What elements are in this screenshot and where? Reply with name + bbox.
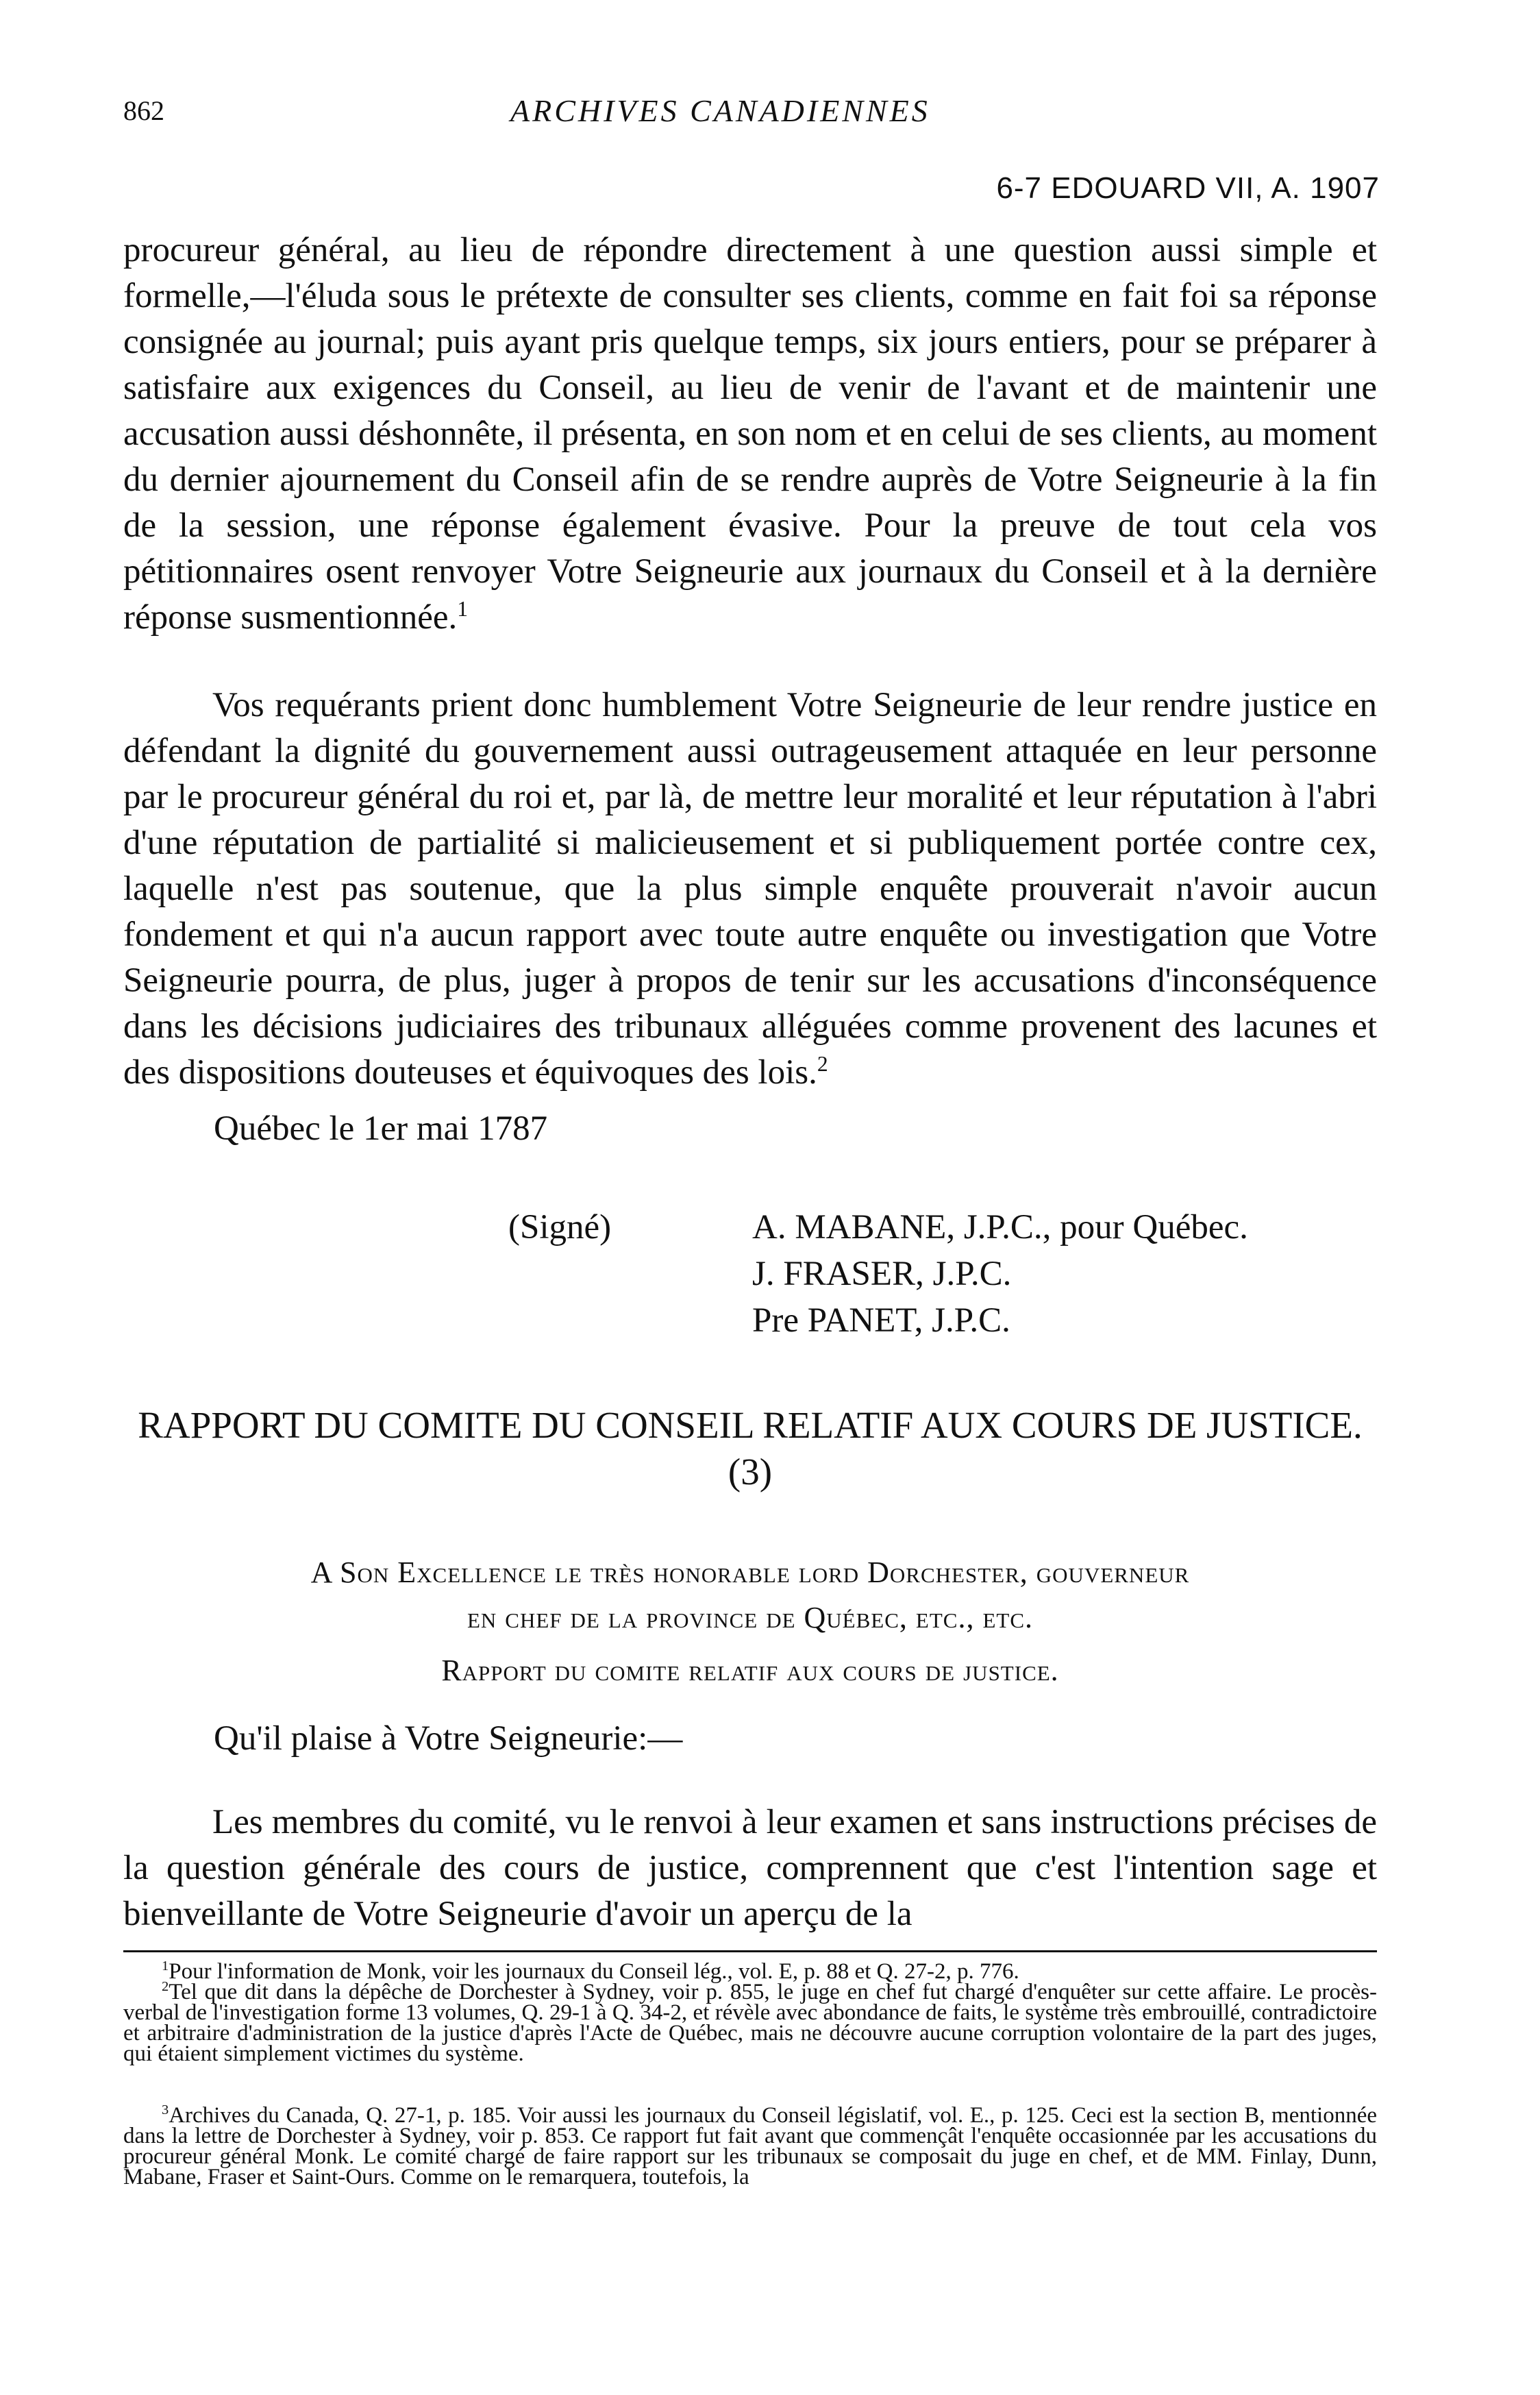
report-subheading: Rapport du comite relatif aux cours de justice.	[441, 1654, 1059, 1687]
footnote-ref-1: 1	[457, 597, 469, 621]
signatory-fraser: J. FRASER, J.P.C.	[752, 1255, 1012, 1293]
session-label: 6-7 EDOUARD VII, A. 1907	[996, 171, 1380, 205]
section-title: RAPPORT DU COMITE DU CONSEIL RELATIF AUX COURS DE JUSTICE.(3)	[138, 1404, 1363, 1493]
page-number: 862	[123, 95, 164, 126]
footnote-divider	[123, 1950, 1377, 1952]
salutation: Qu'il plaise à Votre Seigneurie:—	[214, 1719, 683, 1758]
signatory-panet: Pre PANET, J.P.C.	[752, 1301, 1010, 1340]
footnote: $^1$Pour l'information de Monk, voir les journaux du Conseil lég., vol. E, p. 88 et Q. 27-2, p. 776.	[162, 1958, 1019, 1984]
footnote-ref-2: 2	[817, 1052, 828, 1076]
running-title: ARCHIVES CANADIENNES	[510, 93, 930, 128]
footnote-ref-3: (3)	[728, 1451, 773, 1493]
paragraph-text: Vos requérants prient donc humblement Votre Seigneurie de leur rendre justice en défendant la dignité du gouvernement aussi outrageusement attaquée en leur personne par le procureur général du roi et, par là, de mettre leur moralité et leur réputation à l'abri d'une réputation de partialité si malicieusement et si publiquement portée contre cex, laquelle n'est pas soutenue, que la plus simple enquête prouverait n'avoir aucun fondement et qui n'a aucun rapport avec toute autre enquête ou investigation que Votre Seigneurie pourra, de plus, juger à propos de tenir sur les accusations d'inconséquence dans les décisions judiciaires des tribunaux alléguées comme provenent des lacunes et des dispositions douteuses et équivoques des lois.	[123, 686, 1377, 1092]
signed-label: (Signé)	[508, 1208, 612, 1246]
signature-date: Québec le 1er mai 1787	[214, 1109, 548, 1148]
paragraph-request	[123, 683, 1377, 1096]
paragraph-text: procureur général, au lieu de répondre directement à une question aussi simple et formelle,—l'éluda sous le prétexte de consulter ses clients, comme en fait foi sa réponse consignée au journal; puis ayant pris quelque temps, six jours entiers, pour se préparer à satisfaire aux exigences du Conseil, au lieu de venir de l'avant et de maintenir une accusation aussi déshonnête, il présenta, en son nom et en celui de ses clients, au moment du dernier ajournement du Conseil afin de se rendre auprès de Votre Seigneurie à la fin de la session, une réponse également évasive. Pour la preuve de tout cela vos pétitionnaires osent renvoyer Votre Seigneurie aux journaux du Conseil et à la dernière réponse susmentionnée.	[123, 231, 1377, 637]
paragraph-petition-continued	[123, 228, 1377, 641]
paragraph-committee: Les membres du comité, vu le renvoi à leur examen et sans instructions précises de la question générale des cours de justice, comprennent que c'est l'intention sage et bienveillante de Votre Seigneurie d'avoir un aperçu de la	[123, 1803, 1377, 1933]
address-line-1: A Son Excellence le très honorable lord Dorchester, gouverneur	[310, 1556, 1190, 1589]
signatory-mabane: A. MABANE, J.P.C., pour Québec.	[752, 1208, 1248, 1246]
address-heading	[123, 1550, 1377, 1641]
footnote: $^3$Archives du Canada, Q. 27-1, p. 185. Voir aussi les journaux du Conseil législatif, vol. E., p. 125. Ceci est la section B, mentionnée dans la lettre de Dorchester à Sydney, voir p. 853. Ce rapport fut fait avant que commençât l'enquête occasionnée par les accusations du procureur général Monk. Le comité chargé de faire rapport sur les tribunaux se composait du juge en chef, et de MM. Finlay, Dunn, Mabane, Fraser et Saint-Ours. Comme on le remarquera, toutefois, la	[123, 2102, 1377, 2189]
address-line-2: en chef de la province de Québec, etc., etc.	[467, 1601, 1034, 1634]
footnote: $^2$Tel que dit dans la dépêche de Dorchester à Sydney, voir p. 855, le juge en chef fut chargé d'enquêter sur cette affaire. Le procès-verbal de l'investigation forme 13 volumes, Q. 29-1 à Q. 34-2, et révèle avec abondance de faits, le système très embrouillé, contradictoire et arbitraire d'administration de la justice d'après l'Acte de Québec, mais ne découvre aucune corruption volontaire de la part des juges, qui étaient simplement victimes du système.	[123, 1979, 1377, 2066]
